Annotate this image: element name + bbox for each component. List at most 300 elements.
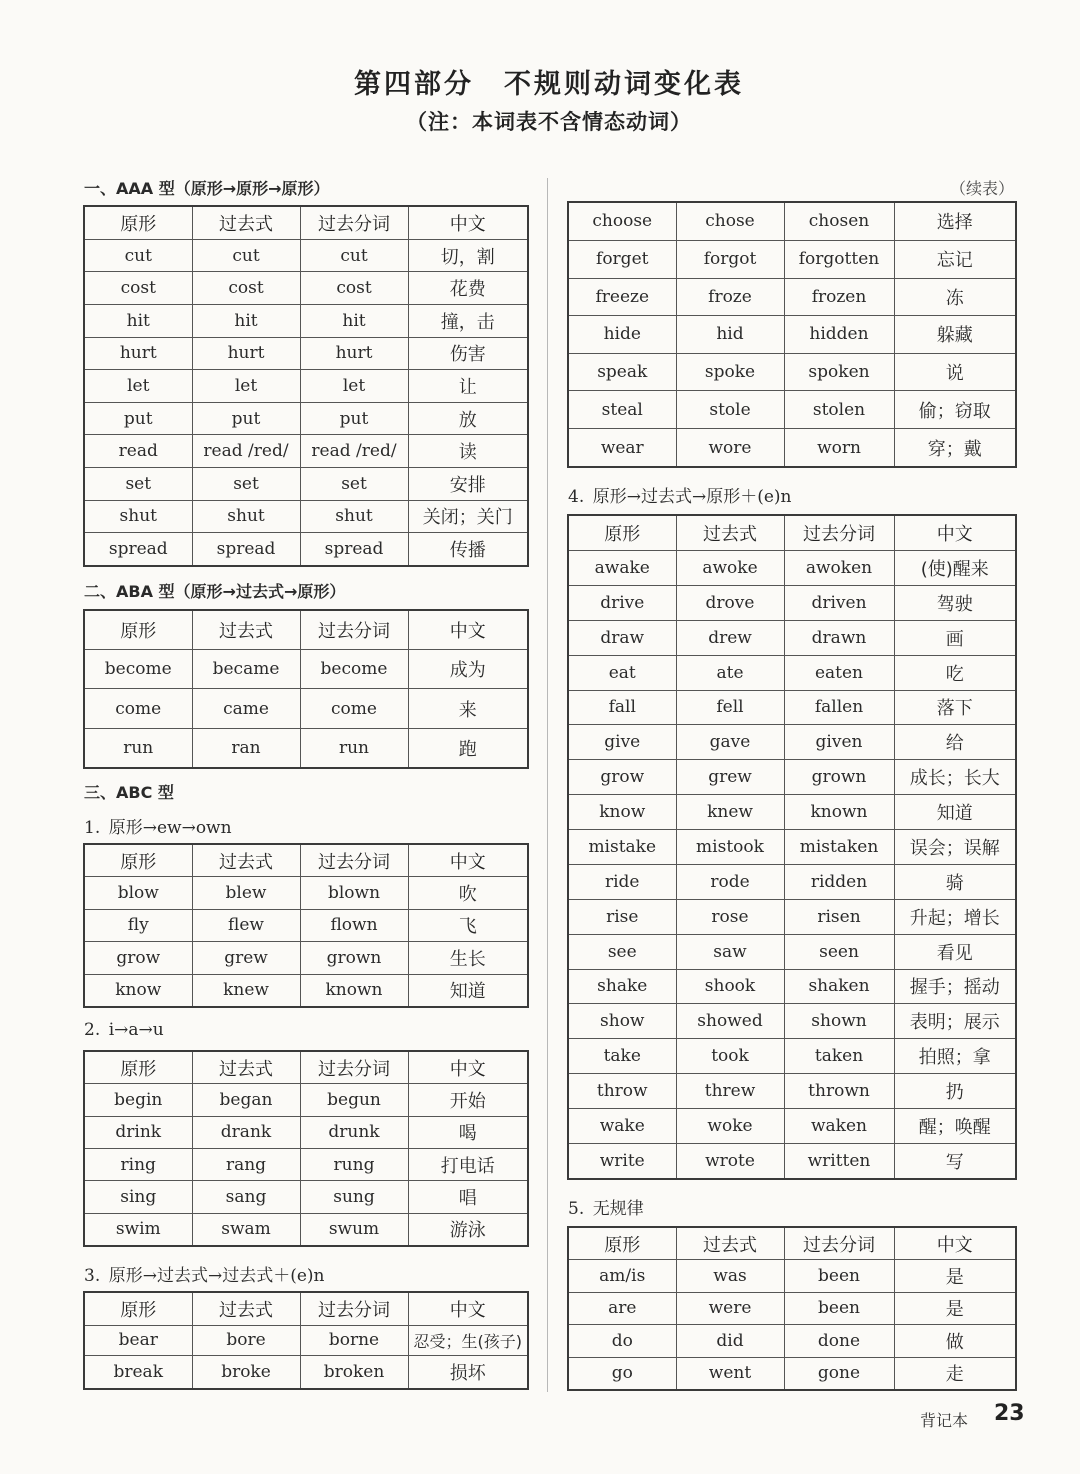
past-tense-cell: went bbox=[676, 1357, 784, 1390]
table-ew-own bbox=[83, 843, 529, 1008]
chinese-meaning-cell: 冻 bbox=[894, 278, 1016, 316]
table-row bbox=[84, 1116, 528, 1148]
chinese-meaning-cell: 知道 bbox=[894, 795, 1016, 830]
past-participle-cell: known bbox=[300, 974, 408, 1007]
header-cell: 原形 bbox=[84, 206, 192, 239]
chinese-meaning-cell: 写 bbox=[894, 1143, 1016, 1179]
chinese-meaning-cell: 吹 bbox=[408, 877, 528, 909]
past-participle-cell: gone bbox=[784, 1357, 894, 1390]
past-participle-cell: eaten bbox=[784, 655, 894, 690]
chinese-meaning-cell: 游泳 bbox=[408, 1213, 528, 1246]
base-form-cell: awake bbox=[568, 551, 676, 586]
chinese-meaning-cell: 忘记 bbox=[894, 240, 1016, 278]
past-tense-cell: woke bbox=[676, 1109, 784, 1144]
past-participle-cell: let bbox=[300, 370, 408, 403]
chinese-meaning-cell: (使)醒来 bbox=[894, 551, 1016, 586]
past-tense-cell: threw bbox=[676, 1074, 784, 1109]
chinese-meaning-cell: 是 bbox=[894, 1260, 1016, 1292]
base-form-cell: run bbox=[84, 728, 192, 768]
past-tense-cell: wrote bbox=[676, 1143, 784, 1179]
header-cell: 过去分词 bbox=[784, 1227, 894, 1260]
chinese-meaning-cell: 成为 bbox=[408, 650, 528, 689]
table-row bbox=[568, 1109, 1016, 1144]
base-form-cell: wear bbox=[568, 429, 676, 467]
chinese-meaning-cell: 跑 bbox=[408, 728, 528, 768]
footer-label: 背记本 bbox=[920, 1411, 969, 1430]
page-title: 第四部分 不规则动词变化表 bbox=[354, 69, 744, 100]
base-form-cell: grow bbox=[568, 760, 676, 795]
past-tense-cell: drank bbox=[192, 1116, 300, 1148]
subsection-heading-base-en: 4. 原形→过去式→原形＋(e)n bbox=[568, 487, 792, 507]
chinese-meaning-cell: 说 bbox=[894, 353, 1016, 391]
base-form-cell: drink bbox=[84, 1116, 192, 1148]
past-tense-cell: shook bbox=[676, 969, 784, 1004]
base-form-cell: break bbox=[84, 1355, 192, 1389]
past-tense-cell: hurt bbox=[192, 337, 300, 370]
past-tense-cell: mistook bbox=[676, 830, 784, 865]
past-tense-cell: flew bbox=[192, 909, 300, 941]
header-cell: 过去分词 bbox=[300, 1051, 408, 1084]
header-cell: 过去式 bbox=[192, 844, 300, 877]
base-form-cell: are bbox=[568, 1292, 676, 1324]
header-cell: 原形 bbox=[84, 610, 192, 650]
chinese-meaning-cell: 生长 bbox=[408, 942, 528, 974]
table-row bbox=[568, 725, 1016, 760]
table-row bbox=[84, 1355, 528, 1389]
past-participle-cell: driven bbox=[784, 585, 894, 620]
past-tense-cell: took bbox=[676, 1039, 784, 1074]
base-form-cell: show bbox=[568, 1004, 676, 1039]
base-form-cell: choose bbox=[568, 202, 676, 240]
table-row bbox=[84, 1084, 528, 1116]
section-heading-aaa: 一、AAA 型（原形→原形→原形） bbox=[84, 179, 330, 198]
chinese-meaning-cell: 穿；戴 bbox=[894, 429, 1016, 467]
base-form-cell: set bbox=[84, 467, 192, 500]
table-aaa bbox=[83, 205, 529, 567]
table-row bbox=[568, 795, 1016, 830]
past-participle-cell: hurt bbox=[300, 337, 408, 370]
header-cell: 原形 bbox=[84, 844, 192, 877]
base-form-cell: sing bbox=[84, 1181, 192, 1213]
past-tense-cell: put bbox=[192, 402, 300, 435]
chinese-meaning-cell: 给 bbox=[894, 725, 1016, 760]
subsection-heading-ew-own: 1. 原形→ew→own bbox=[84, 818, 232, 838]
base-form-cell: fly bbox=[84, 909, 192, 941]
table-row bbox=[568, 655, 1016, 690]
past-participle-cell: cost bbox=[300, 272, 408, 305]
table-past-en-continued bbox=[567, 201, 1017, 468]
table-header-row bbox=[84, 1292, 528, 1326]
past-tense-cell: saw bbox=[676, 934, 784, 969]
base-form-cell: come bbox=[84, 689, 192, 728]
chinese-meaning-cell: 切，割 bbox=[408, 239, 528, 272]
past-tense-cell: cut bbox=[192, 239, 300, 272]
base-form-cell: put bbox=[84, 402, 192, 435]
table-header-row bbox=[568, 1227, 1016, 1260]
chinese-meaning-cell: 关闭；关门 bbox=[408, 500, 528, 533]
table-row bbox=[568, 1143, 1016, 1179]
past-participle-cell: become bbox=[300, 650, 408, 689]
chinese-meaning-cell: 落下 bbox=[894, 690, 1016, 725]
past-participle-cell: shut bbox=[300, 500, 408, 533]
header-cell: 中文 bbox=[408, 844, 528, 877]
table-row bbox=[84, 239, 528, 272]
past-participle-cell: known bbox=[784, 795, 894, 830]
header-cell: 过去式 bbox=[676, 1227, 784, 1260]
chinese-meaning-cell: 传播 bbox=[408, 533, 528, 566]
table-row bbox=[568, 1004, 1016, 1039]
table-row bbox=[84, 1326, 528, 1355]
past-participle-cell: ridden bbox=[784, 864, 894, 899]
table-row bbox=[84, 1213, 528, 1246]
past-tense-cell: froze bbox=[676, 278, 784, 316]
chinese-meaning-cell: 让 bbox=[408, 370, 528, 403]
past-participle-cell: hidden bbox=[784, 316, 894, 354]
table-row bbox=[568, 830, 1016, 865]
past-tense-cell: was bbox=[676, 1260, 784, 1292]
chinese-meaning-cell: 来 bbox=[408, 689, 528, 728]
chinese-meaning-cell: 做 bbox=[894, 1325, 1016, 1357]
past-participle-cell: run bbox=[300, 728, 408, 768]
chinese-meaning-cell: 走 bbox=[894, 1357, 1016, 1390]
past-participle-cell: chosen bbox=[784, 202, 894, 240]
table-row bbox=[568, 760, 1016, 795]
chinese-meaning-cell: 误会；误解 bbox=[894, 830, 1016, 865]
past-tense-cell: became bbox=[192, 650, 300, 689]
past-participle-cell: been bbox=[784, 1260, 894, 1292]
past-participle-cell: broken bbox=[300, 1355, 408, 1389]
past-tense-cell: spoke bbox=[676, 353, 784, 391]
table-header-row bbox=[84, 206, 528, 239]
past-participle-cell: thrown bbox=[784, 1074, 894, 1109]
table-header-row bbox=[84, 1051, 528, 1084]
table-row bbox=[568, 551, 1016, 586]
base-form-cell: wake bbox=[568, 1109, 676, 1144]
past-tense-cell: chose bbox=[676, 202, 784, 240]
chinese-meaning-cell: 损坏 bbox=[408, 1355, 528, 1389]
base-form-cell: cost bbox=[84, 272, 192, 305]
past-participle-cell: been bbox=[784, 1292, 894, 1324]
table-row bbox=[568, 240, 1016, 278]
table-past-en bbox=[83, 1291, 529, 1390]
base-form-cell: fall bbox=[568, 690, 676, 725]
base-form-cell: draw bbox=[568, 620, 676, 655]
chinese-meaning-cell: 成长；长大 bbox=[894, 760, 1016, 795]
table-row bbox=[84, 500, 528, 533]
past-participle-cell: spread bbox=[300, 533, 408, 566]
base-form-cell: spread bbox=[84, 533, 192, 566]
table-row bbox=[568, 1292, 1016, 1324]
chinese-meaning-cell: 花费 bbox=[408, 272, 528, 305]
base-form-cell: write bbox=[568, 1143, 676, 1179]
chinese-meaning-cell: 驾驶 bbox=[894, 585, 1016, 620]
chinese-meaning-cell: 喝 bbox=[408, 1116, 528, 1148]
base-form-cell: hide bbox=[568, 316, 676, 354]
chinese-meaning-cell: 看见 bbox=[894, 934, 1016, 969]
past-participle-cell: given bbox=[784, 725, 894, 760]
table-row bbox=[568, 1039, 1016, 1074]
table-row bbox=[568, 353, 1016, 391]
past-tense-cell: awoke bbox=[676, 551, 784, 586]
past-participle-cell: blown bbox=[300, 877, 408, 909]
table-row bbox=[84, 1181, 528, 1213]
column-divider bbox=[547, 178, 548, 1392]
chinese-meaning-cell: 骑 bbox=[894, 864, 1016, 899]
past-participle-cell: drunk bbox=[300, 1116, 408, 1148]
header-cell: 过去式 bbox=[192, 610, 300, 650]
past-tense-cell: hid bbox=[676, 316, 784, 354]
base-form-cell: let bbox=[84, 370, 192, 403]
past-participle-cell: seen bbox=[784, 934, 894, 969]
table-header-row bbox=[84, 610, 528, 650]
base-form-cell: grow bbox=[84, 942, 192, 974]
table-row bbox=[84, 650, 528, 689]
header-cell: 过去分词 bbox=[784, 515, 894, 551]
base-form-cell: begin bbox=[84, 1084, 192, 1116]
chinese-meaning-cell: 选择 bbox=[894, 202, 1016, 240]
past-participle-cell: come bbox=[300, 689, 408, 728]
past-participle-cell: put bbox=[300, 402, 408, 435]
past-participle-cell: forgotten bbox=[784, 240, 894, 278]
table-row bbox=[568, 899, 1016, 934]
table-row bbox=[568, 391, 1016, 429]
chinese-meaning-cell: 安排 bbox=[408, 467, 528, 500]
base-form-cell: rise bbox=[568, 899, 676, 934]
past-tense-cell: shut bbox=[192, 500, 300, 533]
chinese-meaning-cell: 是 bbox=[894, 1292, 1016, 1324]
base-form-cell: do bbox=[568, 1325, 676, 1357]
chinese-meaning-cell: 伤害 bbox=[408, 337, 528, 370]
header-cell: 过去式 bbox=[192, 206, 300, 239]
subsection-heading-irregular: 5. 无规律 bbox=[568, 1199, 644, 1219]
subsection-heading-past-en: 3. 原形→过去式→过去式＋(e)n bbox=[84, 1266, 325, 1286]
base-form-cell: drive bbox=[568, 585, 676, 620]
past-tense-cell: drove bbox=[676, 585, 784, 620]
table-row bbox=[568, 316, 1016, 354]
past-participle-cell: risen bbox=[784, 899, 894, 934]
past-tense-cell: gave bbox=[676, 725, 784, 760]
chinese-meaning-cell: 飞 bbox=[408, 909, 528, 941]
chinese-meaning-cell: 打电话 bbox=[408, 1148, 528, 1180]
past-tense-cell: cost bbox=[192, 272, 300, 305]
table-row bbox=[568, 864, 1016, 899]
past-tense-cell: sang bbox=[192, 1181, 300, 1213]
table-row bbox=[84, 909, 528, 941]
past-tense-cell: stole bbox=[676, 391, 784, 429]
past-tense-cell: wore bbox=[676, 429, 784, 467]
base-form-cell: shut bbox=[84, 500, 192, 533]
header-cell: 过去分词 bbox=[300, 844, 408, 877]
past-tense-cell: blew bbox=[192, 877, 300, 909]
table-row bbox=[568, 1325, 1016, 1357]
past-participle-cell: read /red/ bbox=[300, 435, 408, 468]
table-row bbox=[568, 1357, 1016, 1390]
base-form-cell: ride bbox=[568, 864, 676, 899]
table-aba bbox=[83, 609, 529, 769]
chinese-meaning-cell: 放 bbox=[408, 402, 528, 435]
past-participle-cell: set bbox=[300, 467, 408, 500]
table-row bbox=[84, 304, 528, 337]
chinese-meaning-cell: 吃 bbox=[894, 655, 1016, 690]
past-tense-cell: set bbox=[192, 467, 300, 500]
base-form-cell: freeze bbox=[568, 278, 676, 316]
base-form-cell: swim bbox=[84, 1213, 192, 1246]
past-participle-cell: spoken bbox=[784, 353, 894, 391]
base-form-cell: steal bbox=[568, 391, 676, 429]
past-participle-cell: flown bbox=[300, 909, 408, 941]
chinese-meaning-cell: 画 bbox=[894, 620, 1016, 655]
past-tense-cell: let bbox=[192, 370, 300, 403]
past-participle-cell: awoken bbox=[784, 551, 894, 586]
past-tense-cell: fell bbox=[676, 690, 784, 725]
chinese-meaning-cell: 升起；增长 bbox=[894, 899, 1016, 934]
past-participle-cell: frozen bbox=[784, 278, 894, 316]
past-participle-cell: shown bbox=[784, 1004, 894, 1039]
past-participle-cell: waken bbox=[784, 1109, 894, 1144]
past-participle-cell: grown bbox=[300, 942, 408, 974]
continued-label: （续表） bbox=[949, 179, 1014, 198]
chinese-meaning-cell: 开始 bbox=[408, 1084, 528, 1116]
past-participle-cell: shaken bbox=[784, 969, 894, 1004]
base-form-cell: go bbox=[568, 1357, 676, 1390]
base-form-cell: cut bbox=[84, 239, 192, 272]
header-cell: 中文 bbox=[894, 1227, 1016, 1260]
past-participle-cell: hit bbox=[300, 304, 408, 337]
chinese-meaning-cell: 知道 bbox=[408, 974, 528, 1007]
base-form-cell: mistake bbox=[568, 830, 676, 865]
header-cell: 过去式 bbox=[676, 515, 784, 551]
base-form-cell: throw bbox=[568, 1074, 676, 1109]
table-row bbox=[84, 728, 528, 768]
past-participle-cell: fallen bbox=[784, 690, 894, 725]
table-row bbox=[568, 1074, 1016, 1109]
subsection-heading-iau: 2. i→a→u bbox=[84, 1020, 164, 1040]
base-form-cell: take bbox=[568, 1039, 676, 1074]
table-row bbox=[568, 1260, 1016, 1292]
header-cell: 过去分词 bbox=[300, 206, 408, 239]
base-form-cell: forget bbox=[568, 240, 676, 278]
past-participle-cell: sung bbox=[300, 1181, 408, 1213]
section-heading-abc: 三、ABC 型 bbox=[84, 783, 174, 802]
chinese-meaning-cell: 偷；窃取 bbox=[894, 391, 1016, 429]
past-participle-cell: cut bbox=[300, 239, 408, 272]
table-irregular bbox=[567, 1226, 1017, 1391]
base-form-cell: know bbox=[568, 795, 676, 830]
table-row bbox=[84, 337, 528, 370]
table-row bbox=[568, 429, 1016, 467]
header-cell: 中文 bbox=[894, 515, 1016, 551]
past-tense-cell: ran bbox=[192, 728, 300, 768]
header-cell: 过去式 bbox=[192, 1292, 300, 1326]
past-participle-cell: taken bbox=[784, 1039, 894, 1074]
past-participle-cell: begun bbox=[300, 1084, 408, 1116]
past-participle-cell: drawn bbox=[784, 620, 894, 655]
past-tense-cell: grew bbox=[192, 942, 300, 974]
table-row bbox=[568, 620, 1016, 655]
header-cell: 过去分词 bbox=[300, 610, 408, 650]
table-row bbox=[84, 435, 528, 468]
table-header-row bbox=[568, 515, 1016, 551]
table-row bbox=[84, 272, 528, 305]
past-tense-cell: came bbox=[192, 689, 300, 728]
chinese-meaning-cell: 忍受；生(孩子) bbox=[408, 1326, 528, 1355]
base-form-cell: shake bbox=[568, 969, 676, 1004]
chinese-meaning-cell: 握手；摇动 bbox=[894, 969, 1016, 1004]
table-row bbox=[84, 974, 528, 1007]
table-base-en bbox=[567, 514, 1017, 1180]
past-participle-cell: rung bbox=[300, 1148, 408, 1180]
table-row bbox=[568, 202, 1016, 240]
table-row bbox=[568, 934, 1016, 969]
header-cell: 中文 bbox=[408, 1292, 528, 1326]
header-cell: 过去式 bbox=[192, 1051, 300, 1084]
past-participle-cell: done bbox=[784, 1325, 894, 1357]
base-form-cell: become bbox=[84, 650, 192, 689]
table-row bbox=[84, 877, 528, 909]
past-tense-cell: knew bbox=[676, 795, 784, 830]
base-form-cell: ring bbox=[84, 1148, 192, 1180]
past-participle-cell: borne bbox=[300, 1326, 408, 1355]
past-tense-cell: bore bbox=[192, 1326, 300, 1355]
chinese-meaning-cell: 表明；展示 bbox=[894, 1004, 1016, 1039]
past-tense-cell: rode bbox=[676, 864, 784, 899]
past-tense-cell: drew bbox=[676, 620, 784, 655]
chinese-meaning-cell: 扔 bbox=[894, 1074, 1016, 1109]
table-row bbox=[84, 1148, 528, 1180]
base-form-cell: hit bbox=[84, 304, 192, 337]
table-row bbox=[84, 533, 528, 566]
table-row bbox=[84, 402, 528, 435]
header-cell: 原形 bbox=[568, 1227, 676, 1260]
header-cell: 中文 bbox=[408, 206, 528, 239]
section-heading-aba: 二、ABA 型（原形→过去式→原形） bbox=[84, 582, 346, 601]
table-row bbox=[568, 585, 1016, 620]
past-participle-cell: mistaken bbox=[784, 830, 894, 865]
past-participle-cell: written bbox=[784, 1143, 894, 1179]
chinese-meaning-cell: 躲藏 bbox=[894, 316, 1016, 354]
header-cell: 原形 bbox=[84, 1292, 192, 1326]
past-tense-cell: grew bbox=[676, 760, 784, 795]
table-header-row bbox=[84, 844, 528, 877]
past-participle-cell: swum bbox=[300, 1213, 408, 1246]
past-tense-cell: broke bbox=[192, 1355, 300, 1389]
base-form-cell: speak bbox=[568, 353, 676, 391]
past-tense-cell: forgot bbox=[676, 240, 784, 278]
page-subtitle: （注：本词表不含情态动词） bbox=[406, 110, 692, 134]
header-cell: 中文 bbox=[408, 610, 528, 650]
base-form-cell: see bbox=[568, 934, 676, 969]
table-row bbox=[568, 690, 1016, 725]
chinese-meaning-cell: 唱 bbox=[408, 1181, 528, 1213]
chinese-meaning-cell: 读 bbox=[408, 435, 528, 468]
past-tense-cell: spread bbox=[192, 533, 300, 566]
header-cell: 原形 bbox=[84, 1051, 192, 1084]
base-form-cell: know bbox=[84, 974, 192, 1007]
page-number: 23 bbox=[994, 1401, 1025, 1426]
table-row bbox=[84, 942, 528, 974]
past-participle-cell: worn bbox=[784, 429, 894, 467]
past-tense-cell: rose bbox=[676, 899, 784, 934]
base-form-cell: bear bbox=[84, 1326, 192, 1355]
base-form-cell: give bbox=[568, 725, 676, 760]
base-form-cell: blow bbox=[84, 877, 192, 909]
past-tense-cell: ate bbox=[676, 655, 784, 690]
base-form-cell: am/is bbox=[568, 1260, 676, 1292]
past-tense-cell: swam bbox=[192, 1213, 300, 1246]
past-participle-cell: grown bbox=[784, 760, 894, 795]
past-participle-cell: stolen bbox=[784, 391, 894, 429]
base-form-cell: read bbox=[84, 435, 192, 468]
